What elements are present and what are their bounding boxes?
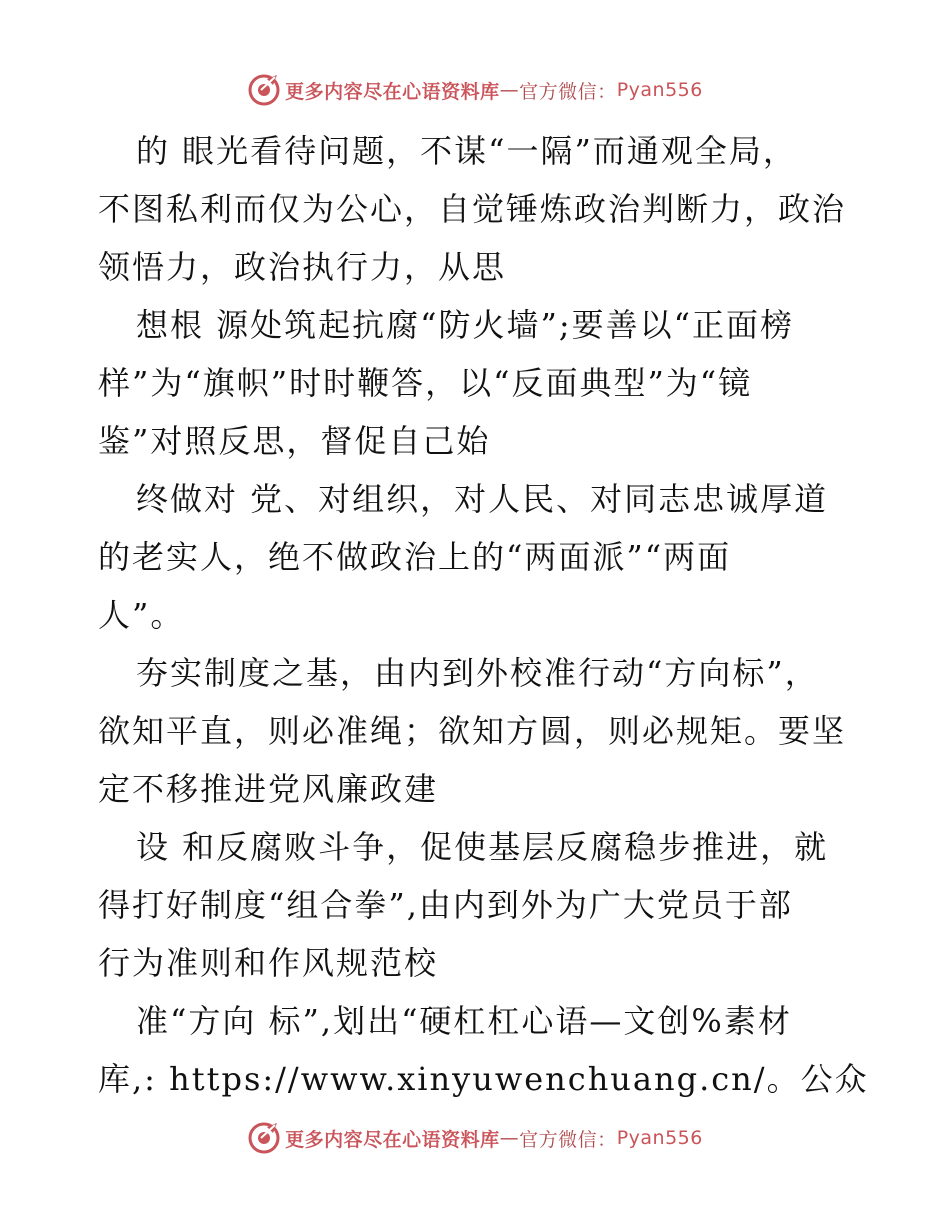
text-line: 欲知平直，则必准绳；欲知方圆，则必规矩。要坚 xyxy=(98,712,847,750)
header-watermark xyxy=(0,70,950,110)
text-line: 行为准则和作风规范校 xyxy=(98,944,439,982)
text-line: 定不移推进党风廉政建 xyxy=(98,770,439,808)
text-line: 得打好制度“组合拳”,由内到外为广大党员于部 xyxy=(98,886,793,924)
watermark-contact-id: Pyan556 xyxy=(616,1127,703,1149)
watermark-contact-id: Pyan556 xyxy=(616,79,703,101)
stamp-logo-icon xyxy=(247,1121,281,1155)
watermark-contact-label: 官方微信： xyxy=(519,1128,617,1151)
text-line: 库,: https://www.xinyuwenchuang.cn/。公众 xyxy=(98,1060,869,1098)
watermark-contact-label: 官方微信： xyxy=(519,80,617,103)
text-line: 样”为“旗帜”时时鞭答，以“反面典型”为“镜 xyxy=(98,364,753,402)
watermark-brand: 更多内容尽在心语资料库 xyxy=(285,1128,500,1151)
text-line: 准“方向 标”,划出“硬杠杠心语—文创%素材 xyxy=(136,1002,792,1040)
footer-watermark xyxy=(0,1118,950,1158)
text-line: 人”。 xyxy=(98,596,185,634)
watermark-separator: — xyxy=(499,79,520,101)
text-line: 设 和反腐败斗争，促使基层反腐稳步推进，就 xyxy=(136,828,829,866)
stamp-logo-icon xyxy=(247,73,281,107)
text-line: 想根 源处筑起抗腐“防火墙”;要善以“正面榜 xyxy=(136,306,795,344)
text-line: 鉴”对照反思，督促自己始 xyxy=(98,422,491,460)
text-line: 不图私利而仅为公心，自觉锤炼政治判断力，政治 xyxy=(98,190,847,228)
text-line: 领悟力，政治执行力，从思 xyxy=(98,248,507,286)
watermark-brand: 更多内容尽在心语资料库 xyxy=(285,80,500,103)
document-body xyxy=(98,122,869,1108)
text-line: 的 眼光看待问题，不谋“一隔”而通观全局， xyxy=(136,132,797,170)
text-line: 终做对 党、对组织，对人民、对同志忠诚厚道 xyxy=(136,480,829,518)
text-line: 夯实制度之基，由内到外校准行动“方向标”， xyxy=(136,654,819,692)
watermark-separator: — xyxy=(499,1127,520,1149)
text-line: 的老实人，绝不做政治上的“两面派”“两面 xyxy=(98,538,732,576)
